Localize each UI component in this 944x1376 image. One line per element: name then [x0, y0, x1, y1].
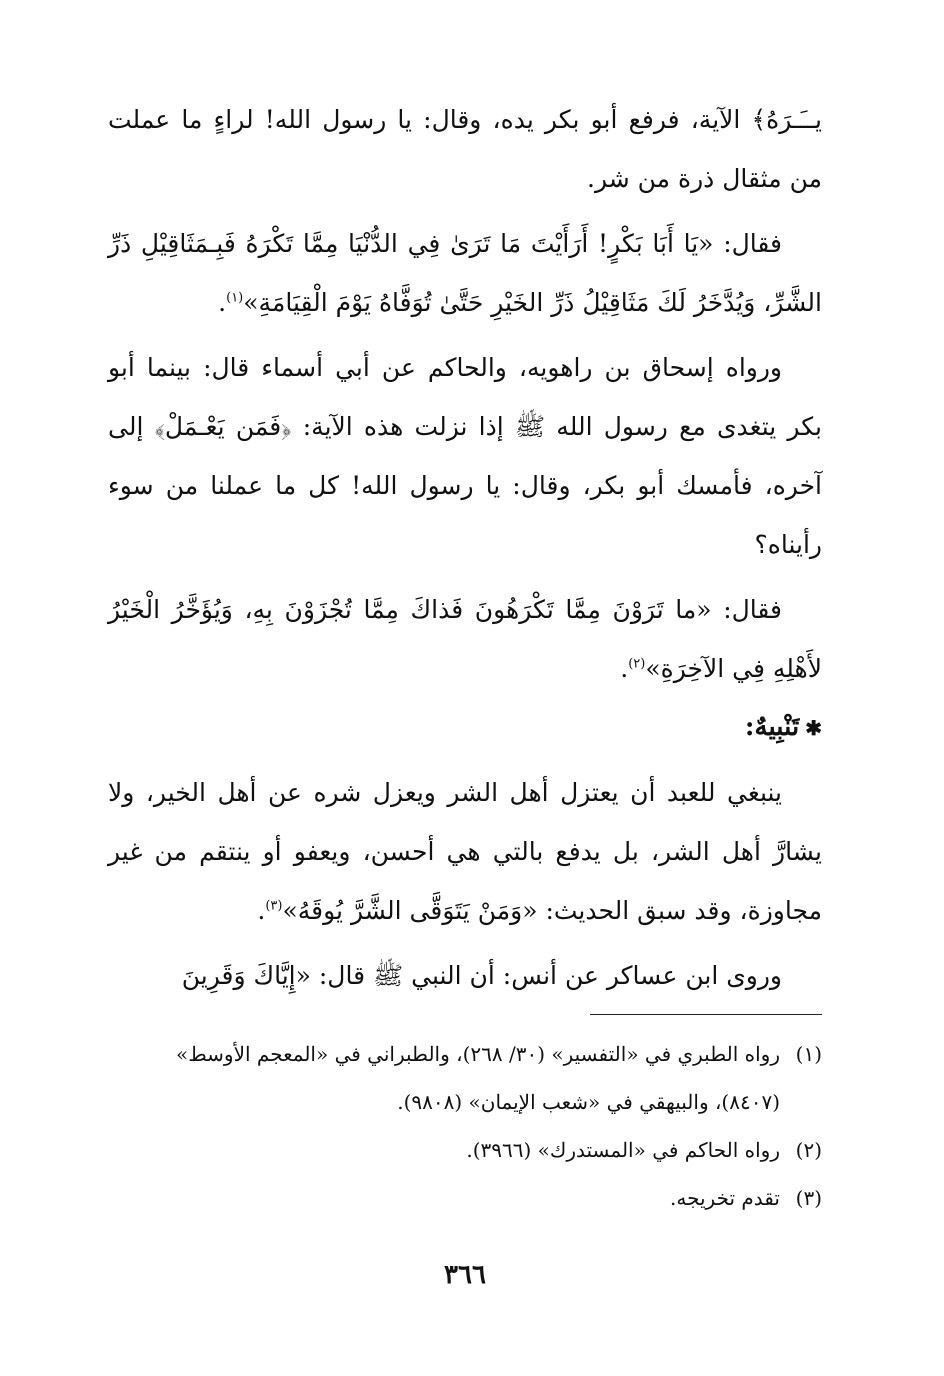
paragraph-1-text: يــَـرَهُ﴾ الآية، فرفع أبو بكر يده، وقال: يا رسول الله! لراءٍ ما عملت من مثقال ذرة من شر. [108, 105, 822, 193]
paragraph-1 [108, 90, 822, 208]
footnote-text: رواه الحاكم في «المستدرك» (٣٩٦٦). [466, 1138, 780, 1162]
footnote-separator [590, 1014, 822, 1015]
footnote-item [108, 1174, 822, 1222]
footnote-number: (٣) [795, 1186, 822, 1210]
paragraph-3-text: ورواه إسحاق بن راهويه، والحاكم عن أبي أسماء قال: بينما أبو بكر يتغدى مع رسول الله ﷺ إذا نزلت هذه الآية: ﴿فَمَن يَعْـمَلْ﴾ إلى آخره، فأمسك أبو بكر، وقال: يا رسول الله! كل ما عملنا من سوء رأيناه؟ [108, 353, 822, 559]
paragraph-5 [108, 763, 822, 940]
footnote-number: (١) [795, 1042, 822, 1066]
section-heading-text: تَنْبِيهٌ: [744, 712, 800, 742]
footnote-text: رواه الطبري في «التفسير» (٣٠/ ٢٦٨)، والطبراني في «المعجم الأوسط» (٨٤٠٧)، والبيهقي في «شعب الإيمان» (٩٨٠٨). [175, 1042, 780, 1114]
footnote-item [108, 1030, 822, 1126]
book-page [108, 90, 822, 1290]
footnote-ref-3: (٣) [265, 898, 283, 914]
footnote-ref-1: (١) [226, 290, 244, 306]
footnote-item [108, 1126, 822, 1174]
paragraph-5-text: ينبغي للعبد أن يعتزل أهل الشر ويعزل شره عن أهل الخير، ولا يشارَّ أهل الشر، بل يدفع بالتي هي أحسن، ويعفو أو ينتقم من غير مجاوزة، وقد سبق الحديث: «وَمَنْ يَتَوَقَّى الشَّرَّ يُوقَهُ» [108, 778, 822, 925]
paragraph-2-text: فقال: «يَا أَبَا بَكْرٍ! أَرَأَيْتَ مَا تَرَىٰ فِي الدُّنْيَا مِمَّا تَكْرَهُ فَبِـمَثَاقِيْلِ ذَرِّ الشَّرِّ، وَيُدَّخَرُ لَكَ مَثَاقِيْلُ ذَرِّ الخَيْرِ حَتَّىٰ تُوَفَّاهُ يَوْمَ الْقِيَامَةِ» [108, 229, 822, 317]
paragraph-6-text: وروى ابن عساكر عن أنس: أن النبي ﷺ قال: «إِيَّاكَ وَقَرِينَ [181, 961, 782, 990]
paragraph-4-period: . [620, 654, 629, 683]
paragraph-4-hadith [108, 580, 822, 698]
paragraph-3 [108, 338, 822, 574]
footnotes [108, 1030, 822, 1222]
page-number: ٣٦٦ [444, 1260, 486, 1290]
footnote-ref-2: (٢) [628, 656, 646, 672]
section-heading [108, 702, 822, 753]
paragraph-4-text: فقال: «ما تَرَوْنَ مِمَّا تَكْرَهُونَ فَذاكَ مِمَّا تُجْزَوْنَ بِهِ، وَيُؤَخَّرُ الْخَيْرُ لأَهْلِهِ فِي الآخِرَةِ» [108, 595, 822, 683]
paragraph-2-period: . [218, 288, 227, 317]
footnote-number: (٢) [795, 1138, 822, 1162]
star-icon: ✱ [805, 716, 822, 740]
paragraph-2-hadith [108, 214, 822, 332]
paragraph-6 [108, 946, 822, 1005]
paragraph-5-period: . [257, 896, 266, 925]
footnote-text: تقدم تخريجه. [670, 1186, 780, 1210]
